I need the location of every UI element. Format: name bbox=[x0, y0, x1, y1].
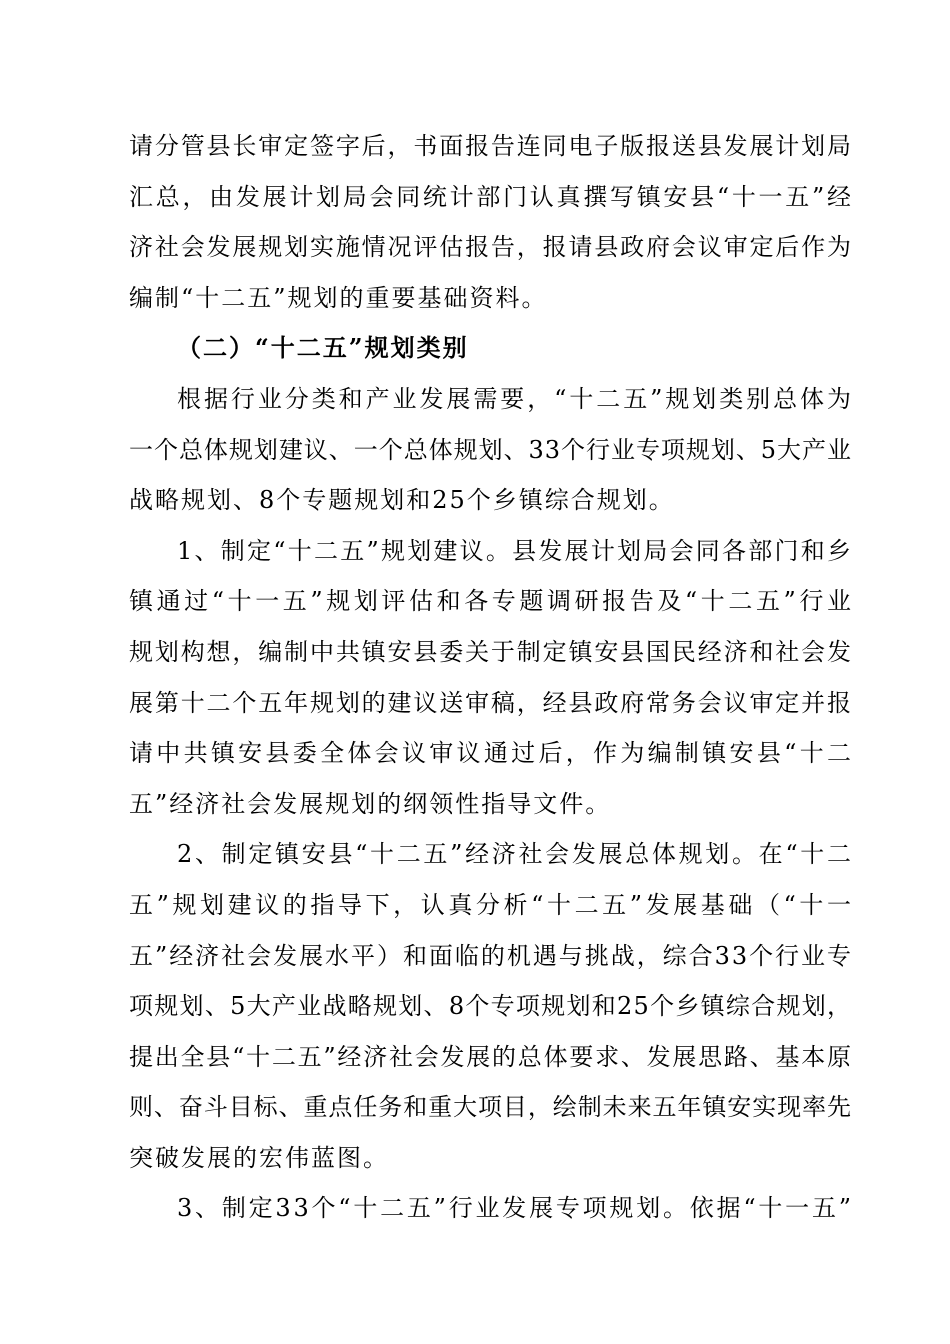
section-heading-text: （二）“十二五”规划类别 bbox=[177, 333, 469, 363]
text-line: 战略规划、8个专题规划和25个乡镇综合规划。 bbox=[129, 486, 675, 515]
text-line: 2、制定镇安县“十二五”经济社会发展总体规划。在“十二 bbox=[177, 840, 854, 869]
text-line: 1、制定“十二五”规划建议。县发展计划局会同各部门和乡 bbox=[177, 536, 854, 565]
text-line: 规划构想，编制中共镇安县委关于制定镇安县国民经济和社会发 bbox=[129, 637, 853, 666]
section-heading bbox=[129, 323, 851, 374]
text-line: 提出全县“十二五”经济社会发展的总体要求、发展思路、基本原 bbox=[129, 1042, 853, 1071]
text-line: 一个总体规划建议、一个总体规划、33个行业专项规划、5大产业 bbox=[129, 435, 852, 464]
text-line: 突破发展的宏伟蓝图。 bbox=[129, 1143, 389, 1172]
text-line: 则、奋斗目标、重点任务和重大项目，绘制未来五年镇安实现率先 bbox=[129, 1093, 852, 1122]
paragraph bbox=[129, 526, 855, 830]
text-line: 3、制定33个“十二五”行业发展专项规划。依据“十一五” bbox=[177, 1194, 854, 1223]
text-line: 五”经济社会发展规划的纲领性指导文件。 bbox=[129, 789, 612, 818]
paragraph bbox=[129, 829, 855, 1183]
paragraph bbox=[129, 121, 854, 323]
text-line: 编制“十二五”规划的重要基础资料。 bbox=[129, 283, 548, 312]
text-line: 五”经济社会发展水平）和面临的机遇与挑战，综合33个行业专 bbox=[129, 941, 853, 970]
text-line: 展第十二个五年规划的建议送审稿，经县政府常务会议审定并报 bbox=[129, 688, 853, 717]
paragraph bbox=[129, 1183, 854, 1234]
text-line: 项规划、5大产业战略规划、8个专项规划和25个乡镇综合规划， bbox=[129, 992, 853, 1021]
text-line: 济社会发展规划实施情况评估报告，报请县政府会议审定后作为 bbox=[129, 233, 853, 262]
document-page bbox=[129, 121, 855, 1234]
text-line: 请中共镇安县委全体会议审议通过后，作为编制镇安县“十二 bbox=[129, 739, 855, 768]
text-line: 请分管县长审定签字后，书面报告连同电子版报送县发展计划局 bbox=[129, 132, 853, 160]
text-line: 汇总，由发展计划局会同统计部门认真撰写镇安县“十一五”经 bbox=[129, 182, 854, 211]
text-line: 镇通过“十一五”规划评估和各专题调研报告及“十二五”行业 bbox=[129, 587, 855, 616]
text-line: 根据行业分类和产业发展需要，“十二五”规划类别总体为 bbox=[177, 384, 854, 413]
text-line: 五”规划建议的指导下，认真分析“十二五”发展基础（“十一 bbox=[129, 890, 855, 919]
paragraph bbox=[129, 374, 854, 526]
